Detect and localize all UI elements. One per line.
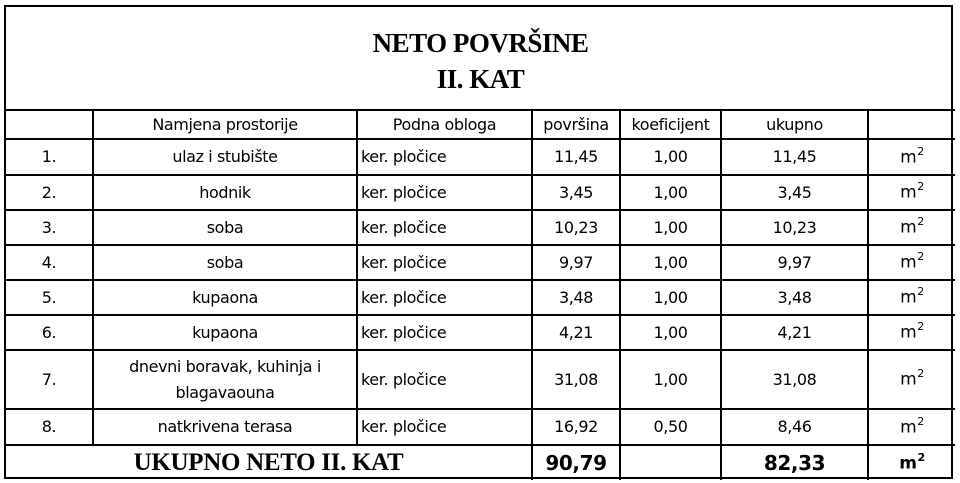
- row-povrsina: 9,97: [532, 245, 620, 280]
- row-namjena: soba: [93, 210, 357, 245]
- header-unit: [868, 110, 955, 139]
- row-num: 5.: [6, 280, 93, 315]
- row-obloga: ker. pločice: [357, 350, 532, 409]
- row-ukupno: 3,48: [721, 280, 868, 315]
- row-num: 1.: [6, 139, 93, 175]
- row-num: 8.: [6, 409, 93, 445]
- row-obloga: ker. pločice: [357, 245, 532, 280]
- row-num: 6.: [6, 315, 93, 350]
- row-unit: $m^2$: [868, 350, 955, 409]
- row-ukupno: 31,08: [721, 350, 868, 409]
- total-ukupno: 82,33: [721, 445, 868, 480]
- row-koeficijent: 1,00: [620, 350, 721, 409]
- row-num: 3.: [6, 210, 93, 245]
- row-povrsina: 31,08: [532, 350, 620, 409]
- title-line-2: II. KAT: [436, 64, 525, 94]
- row-koeficijent: 0,50: [620, 409, 721, 445]
- row-koeficijent: 1,00: [620, 175, 721, 210]
- row-povrsina: 10,23: [532, 210, 620, 245]
- title-row: [6, 7, 955, 110]
- row-koeficijent: 1,00: [620, 139, 721, 175]
- row-ukupno: 8,46: [721, 409, 868, 445]
- row-namjena: kupaona: [93, 280, 357, 315]
- row-namjena: natkrivena terasa: [93, 409, 357, 445]
- total-row: [6, 445, 955, 480]
- row-ukupno: 4,21: [721, 315, 868, 350]
- header-num: [6, 110, 93, 139]
- title-line-1: NETO POVRŠINE: [372, 28, 589, 58]
- row-unit: $m^2$: [868, 280, 955, 315]
- row-ukupno: 9,97: [721, 245, 868, 280]
- header-obloga: Podna obloga: [357, 110, 532, 139]
- row-obloga: ker. pločice: [357, 315, 532, 350]
- row-povrsina: 3,45: [532, 175, 620, 210]
- row-obloga: ker. pločice: [357, 175, 532, 210]
- header-koeficijent: koeficijent: [620, 110, 721, 139]
- table-row: [6, 139, 955, 175]
- row-namjena: ulaz i stubište: [93, 139, 357, 175]
- header-namjena: Namjena prostorije: [93, 110, 357, 139]
- row-namjena: hodnik: [93, 175, 357, 210]
- row-namjena: kupaona: [93, 315, 357, 350]
- table-row: [6, 315, 955, 350]
- table-row: [6, 280, 955, 315]
- table-row: [6, 210, 955, 245]
- row-obloga: ker. pločice: [357, 409, 532, 445]
- row-povrsina: 11,45: [532, 139, 620, 175]
- row-koeficijent: 1,00: [620, 280, 721, 315]
- row-ukupno: 10,23: [721, 210, 868, 245]
- row-unit: $m^2$: [868, 175, 955, 210]
- table-row: [6, 409, 955, 445]
- row-num: 4.: [6, 245, 93, 280]
- row-obloga: ker. pločice: [357, 139, 532, 175]
- row-unit: $m^2$: [868, 139, 955, 175]
- row-unit: $m^2$: [868, 409, 955, 445]
- row-unit: $m^2$: [868, 210, 955, 245]
- table-row: [6, 245, 955, 280]
- area-table: [6, 7, 955, 480]
- row-namjena: soba: [93, 245, 357, 280]
- row-namjena: dnevni boravak, kuhinja i blagavaouna: [93, 350, 357, 409]
- total-unit: $m^2$: [868, 445, 955, 480]
- row-obloga: ker. pločice: [357, 280, 532, 315]
- row-povrsina: 3,48: [532, 280, 620, 315]
- row-ukupno: 3,45: [721, 175, 868, 210]
- table-row: [6, 350, 955, 409]
- total-label: UKUPNO NETO II. KAT: [6, 445, 532, 480]
- row-unit: $m^2$: [868, 315, 955, 350]
- row-ukupno: 11,45: [721, 139, 868, 175]
- total-koeficijent: [620, 445, 721, 480]
- row-povrsina: 16,92: [532, 409, 620, 445]
- header-ukupno: ukupno: [721, 110, 868, 139]
- row-povrsina: 4,21: [532, 315, 620, 350]
- header-povrsina: površina: [532, 110, 620, 139]
- total-povrsina: 90,79: [532, 445, 620, 480]
- row-num: 7.: [6, 350, 93, 409]
- table-title: [6, 7, 955, 110]
- row-koeficijent: 1,00: [620, 315, 721, 350]
- row-koeficijent: 1,00: [620, 245, 721, 280]
- row-unit: $m^2$: [868, 245, 955, 280]
- row-obloga: ker. pločice: [357, 210, 532, 245]
- row-num: 2.: [6, 175, 93, 210]
- row-koeficijent: 1,00: [620, 210, 721, 245]
- header-row: [6, 110, 955, 139]
- neto-povrsine-table-sheet: [4, 5, 953, 479]
- table-row: [6, 175, 955, 210]
